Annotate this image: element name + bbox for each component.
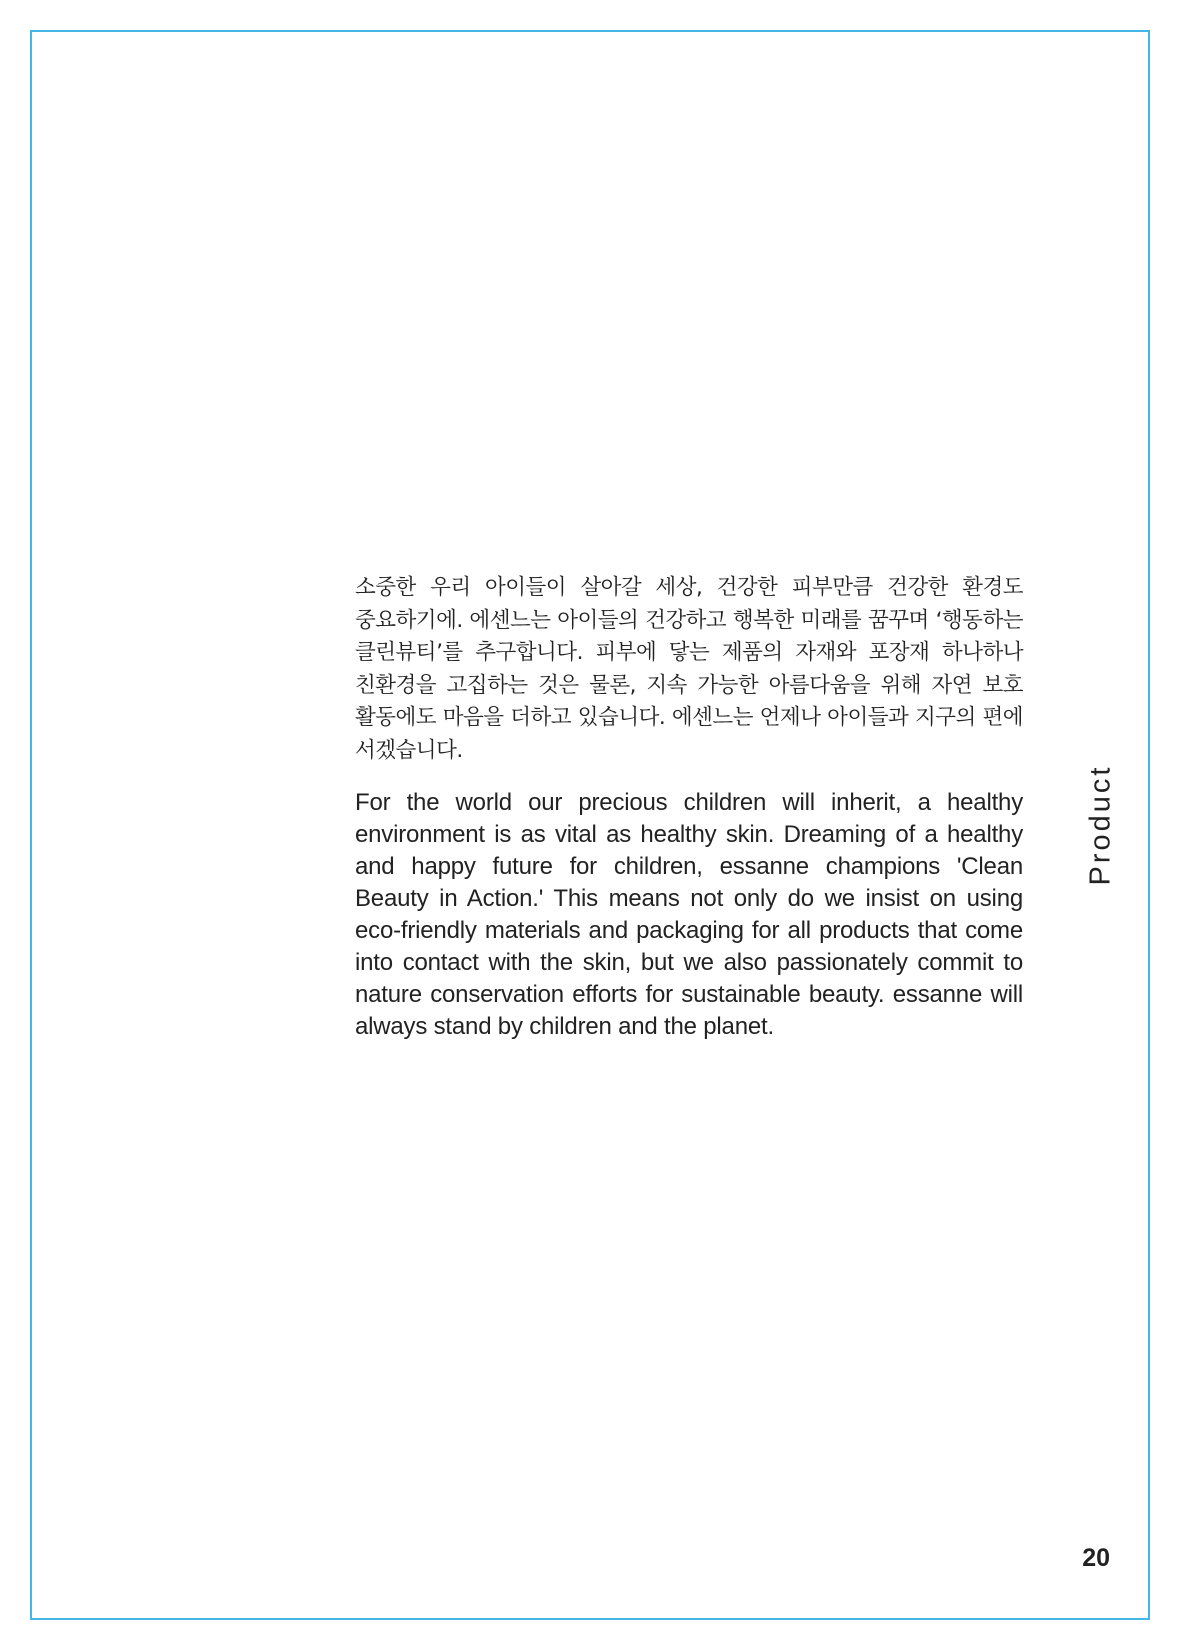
body-text xyxy=(355,572,1023,1043)
korean-paragraph: 소중한 우리 아이들이 살아갈 세상, 건강한 피부만큼 건강한 환경도 중요하기에. 에센느는 아이들의 건강하고 행복한 미래를 꿈꾸며 ‘행동하는 클린뷰티’를 추구합니다. 피부에 닿는 제품의 자재와 포장재 하나하나 친환경을 고집하는 것은 물론, 지속 가능한 아름다움을 위해 자연 보호 활동에도 마음을 더하고 있습니다. 에센느는 언제나 아이들과 지구의 편에 서겠습니다. xyxy=(355,575,1023,763)
section-label: Product xyxy=(1084,764,1117,886)
english-paragraph: For the world our precious children will inherit, a healthy environment is as vital as healthy skin. Dreaming of a healthy and happy future for children, essanne champions 'Clean Beauty in Action.' This means not only do we insist on using eco-friendly materials and packaging for all products that come into contact with the skin, but we also passionately commit to nature conservation efforts for sustainable beauty. essanne will always stand by children and the planet. xyxy=(355,789,1023,1040)
page-number: 20 xyxy=(1082,1544,1110,1572)
